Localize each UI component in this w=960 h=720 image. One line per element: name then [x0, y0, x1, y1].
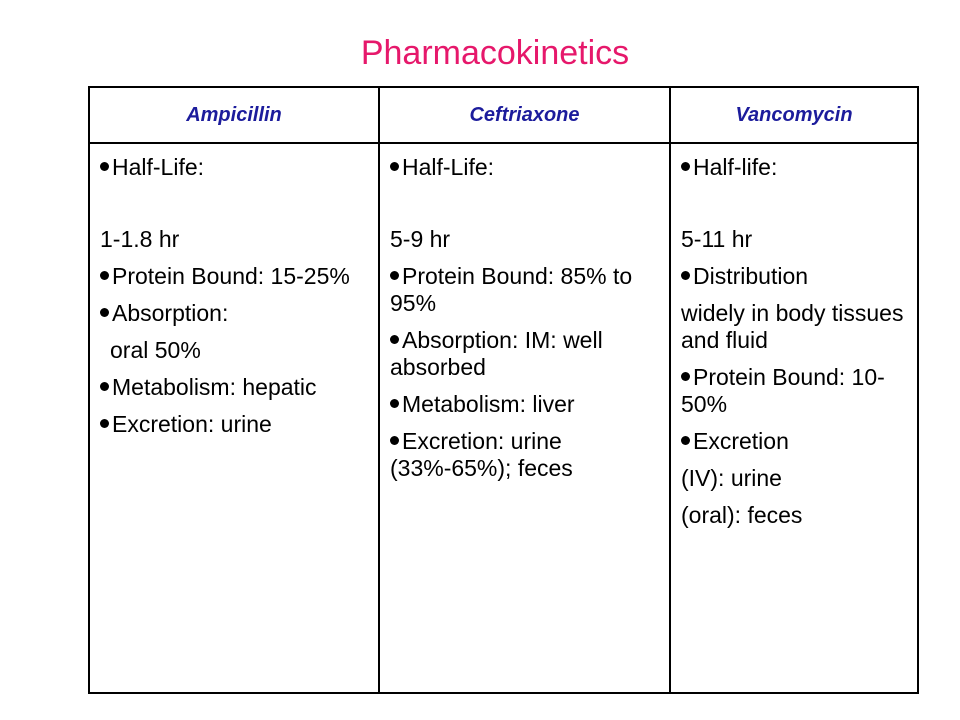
bullet-icon: [681, 271, 690, 280]
list-item: [681, 226, 909, 253]
list-item: [681, 502, 909, 529]
bullet-icon: [100, 162, 109, 171]
list-item-text: Absorption: IM: well absorbed: [390, 327, 603, 380]
list-item-text: Half-Life:: [112, 154, 205, 180]
bullet-icon: [681, 372, 690, 381]
cell-ampicillin: [89, 143, 379, 693]
list-item: [100, 411, 370, 438]
list-item-text: 1-1.8 hr: [100, 226, 180, 252]
list-item: [681, 428, 909, 455]
list-item: [681, 263, 909, 290]
list-item-text: Excretion: urine: [112, 411, 272, 437]
bullet-icon: [100, 308, 109, 317]
list-item-text: Distribution: [693, 263, 809, 289]
header-ampicillin: Ampicillin: [89, 87, 379, 143]
list-item-text: Protein Bound: 10-50%: [681, 364, 885, 417]
list-item-text: Excretion: urine (33%-65%); feces: [390, 428, 573, 481]
bullet-icon: [681, 162, 690, 171]
list-item: [390, 226, 661, 253]
list-item: [681, 154, 909, 181]
list-item-text: oral 50%: [110, 337, 201, 363]
list-item-text: Protein Bound: 85% to 95%: [390, 263, 633, 316]
list-item-text: Half-Life:: [402, 154, 495, 180]
list-item: [100, 263, 370, 290]
bullet-icon: [390, 399, 399, 408]
bullet-icon: [390, 162, 399, 171]
list-item-text: Absorption:: [112, 300, 229, 326]
list-item: [100, 374, 370, 401]
list-item: [681, 364, 909, 418]
list-item-text: widely in body tissues and fluid: [681, 300, 904, 353]
list-item-text: Metabolism: liver: [402, 391, 575, 417]
bullet-icon: [390, 335, 399, 344]
list-item: [681, 465, 909, 492]
list-item-text: (IV): urine: [681, 465, 782, 491]
list-item: [390, 327, 661, 381]
cell-vancomycin: [670, 143, 918, 693]
cell-ceftriaxone: [379, 143, 670, 693]
list-item-text: 5-9 hr: [390, 226, 451, 252]
bullet-icon: [100, 271, 109, 280]
bullet-icon: [390, 436, 399, 445]
pharmacokinetics-table: [88, 86, 919, 694]
list-item-text: 5-11 hr: [681, 226, 753, 252]
bullet-icon: [100, 382, 109, 391]
list-item: [100, 226, 370, 253]
list-item: [390, 263, 661, 317]
list-item: [390, 154, 661, 181]
list-item-text: Half-life:: [693, 154, 778, 180]
list-item-text: Protein Bound: 15-25%: [112, 263, 350, 289]
bullet-icon: [681, 436, 690, 445]
list-item: [390, 391, 661, 418]
list-item-text: Metabolism: hepatic: [112, 374, 317, 400]
list-item: [681, 300, 909, 354]
list-item-text: Excretion: [693, 428, 789, 454]
list-item: [390, 428, 661, 482]
list-item: [100, 337, 370, 364]
slide-title: Pharmacokinetics: [360, 34, 630, 72]
table-body-row: [89, 143, 918, 693]
list-item: [100, 300, 370, 327]
list-item-text: (oral): feces: [681, 502, 803, 528]
header-ceftriaxone: Ceftriaxone: [379, 87, 670, 143]
bullet-icon: [100, 419, 109, 428]
header-vancomycin: Vancomycin: [670, 87, 918, 143]
table-header-row: [89, 87, 918, 143]
list-item: [100, 154, 370, 181]
bullet-icon: [390, 271, 399, 280]
